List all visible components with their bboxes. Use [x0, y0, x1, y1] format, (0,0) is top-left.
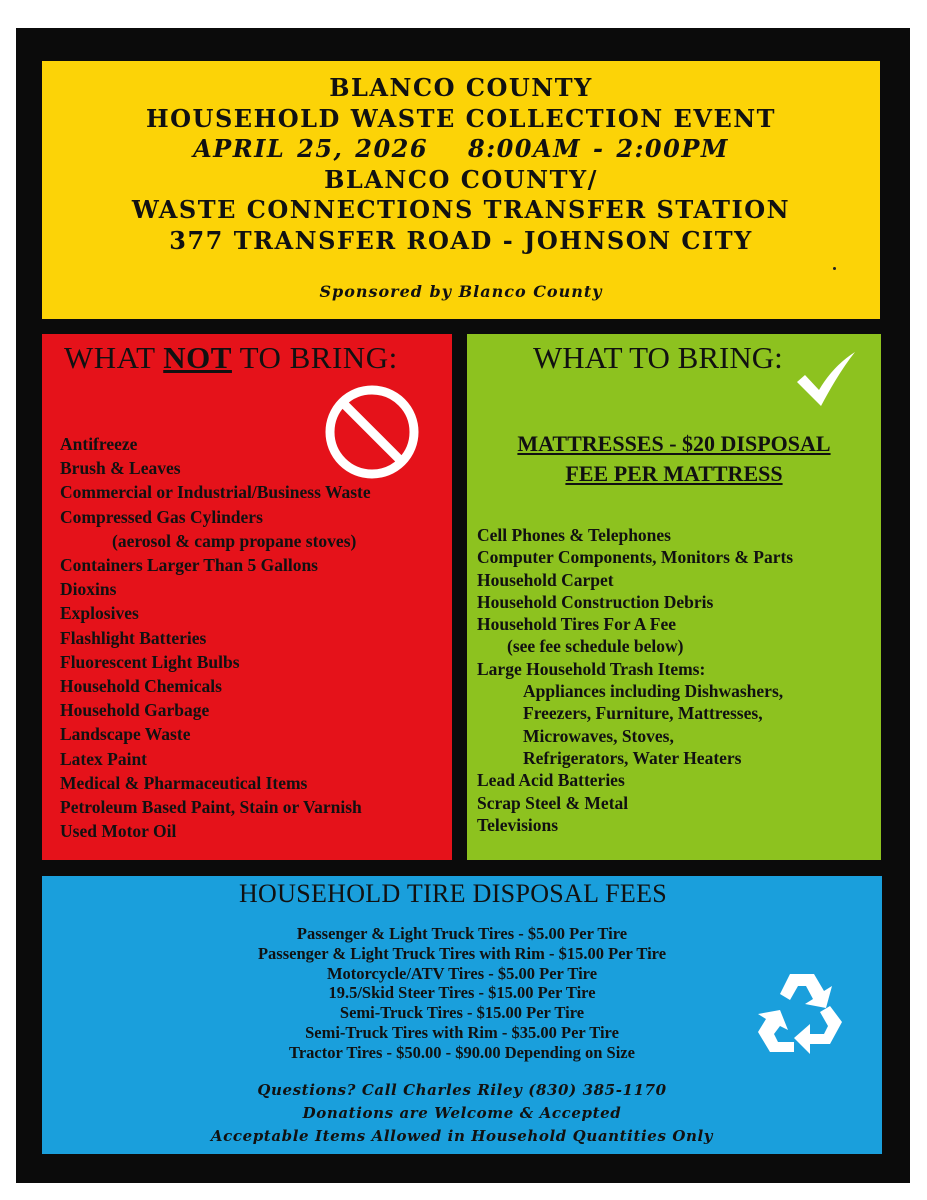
location-line-1: BLANCO COUNTY/: [324, 164, 598, 194]
list-item: Antifreeze: [60, 434, 138, 454]
list-item: Brush & Leaves: [60, 458, 181, 479]
list-item: Lead Acid Batteries: [477, 770, 625, 791]
to-bring-panel: [467, 334, 881, 860]
title-not: NOT: [163, 340, 232, 375]
list-item-note: (see fee schedule below): [507, 636, 684, 657]
fee-item: Tractor Tires - $50.00 - $90.00 Depending on Size: [289, 1042, 635, 1062]
list-item: Household Construction Debris: [477, 591, 714, 612]
list-item: Commercial or Industrial/Business Waste: [60, 482, 371, 503]
list-item: Landscape Waste: [60, 724, 191, 745]
fee-item: Semi-Truck Tires - $15.00 Per Tire: [339, 1003, 585, 1023]
location-line-2: WASTE CONNECTIONS TRANSFER STATION: [131, 195, 791, 224]
list-item-sub: Refrigerators, Water Heaters: [523, 747, 742, 768]
list-item: Household Tires For A Fee: [477, 614, 677, 635]
list-item: Explosives: [60, 603, 139, 624]
list-item: Televisions: [477, 814, 559, 835]
tire-fees-panel: [42, 876, 882, 1154]
list-item-sub: Microwaves, Stoves,: [523, 725, 674, 746]
address: 377 TRANSFER ROAD - JOHNSON CITY: [169, 225, 753, 255]
fee-item: Motorcycle/ATV Tires - $5.00 Per Tire: [326, 963, 598, 983]
to-bring-title: WHAT TO BRING:: [533, 340, 783, 375]
event-date-time: [42, 134, 880, 165]
list-item: Scrap Steel & Metal: [477, 792, 629, 813]
list-item: Household Garbage: [60, 700, 210, 721]
list-item: Used Motor Oil: [60, 821, 177, 842]
county-title: BLANCO COUNTY: [329, 73, 593, 102]
contact-line: Questions? Call Charles Riley (830) 385-1170: [257, 1080, 667, 1099]
mattress-fee-line-2: FEE PER MATTRESS: [565, 461, 783, 486]
list-item: Computer Components, Monitors & Parts: [477, 547, 794, 568]
tire-fees-title: HOUSEHOLD TIRE DISPOSAL FEES: [238, 879, 668, 908]
event-time: 8:00AM - 2:00PM: [468, 134, 729, 163]
not-to-bring-title: [64, 340, 398, 376]
list-item-sub: Freezers, Furniture, Mattresses,: [523, 703, 763, 724]
checkmark-icon: [793, 348, 859, 410]
title-pre: WHAT: [64, 340, 164, 375]
donations-line: Donations are Welcome & Accepted: [302, 1103, 622, 1122]
sponsor-text: Sponsored by Blanco County: [319, 282, 603, 301]
list-item: Fluorescent Light Bulbs: [60, 651, 240, 672]
fee-item: Semi-Truck Tires with Rim - $35.00 Per Tire: [305, 1022, 619, 1042]
speck: [833, 267, 836, 270]
fee-item: Passenger & Light Truck Tires - $5.00 Per Tire: [296, 924, 628, 943]
list-item: Cell Phones & Telephones: [477, 525, 671, 545]
event-title: HOUSEHOLD WASTE COLLECTION EVENT: [145, 103, 777, 133]
list-item: Large Household Trash Items:: [477, 658, 706, 679]
recycle-icon: [752, 964, 856, 1064]
list-item: Petroleum Based Paint, Stain or Varnish: [60, 797, 362, 818]
not-to-bring-list: [60, 432, 371, 843]
to-bring-list: [477, 524, 793, 836]
list-item: Compressed Gas Cylinders: [60, 506, 263, 527]
list-item: Household Carpet: [477, 569, 614, 590]
not-to-bring-panel: [42, 334, 452, 860]
list-item-note: (aerosol & camp propane stoves): [112, 530, 357, 551]
list-item: Flashlight Batteries: [60, 627, 207, 648]
list-item: Latex Paint: [60, 748, 148, 769]
list-item-sub: Appliances including Dishwashers,: [523, 681, 784, 702]
event-date: APRIL 25, 2026: [193, 134, 429, 163]
list-item: Medical & Pharmaceutical Items: [60, 772, 308, 793]
event-header: [42, 61, 880, 319]
quantities-line: Acceptable Items Allowed in Household Quantities Only: [210, 1126, 714, 1145]
fee-item: 19.5/Skid Steer Tires - $15.00 Per Tire: [328, 983, 596, 1003]
list-item: Dioxins: [60, 579, 117, 600]
list-item: Household Chemicals: [60, 676, 222, 697]
list-item: Containers Larger Than 5 Gallons: [60, 555, 318, 576]
mattress-fee-notice: [467, 429, 881, 489]
title-post: TO BRING:: [231, 340, 398, 375]
footer-notes: [42, 1079, 882, 1148]
fee-item: Passenger & Light Truck Tires with Rim - $15.00 Per Tire: [257, 943, 667, 963]
mattress-fee-line-1: MATTRESSES - $20 DISPOSAL: [517, 431, 831, 456]
